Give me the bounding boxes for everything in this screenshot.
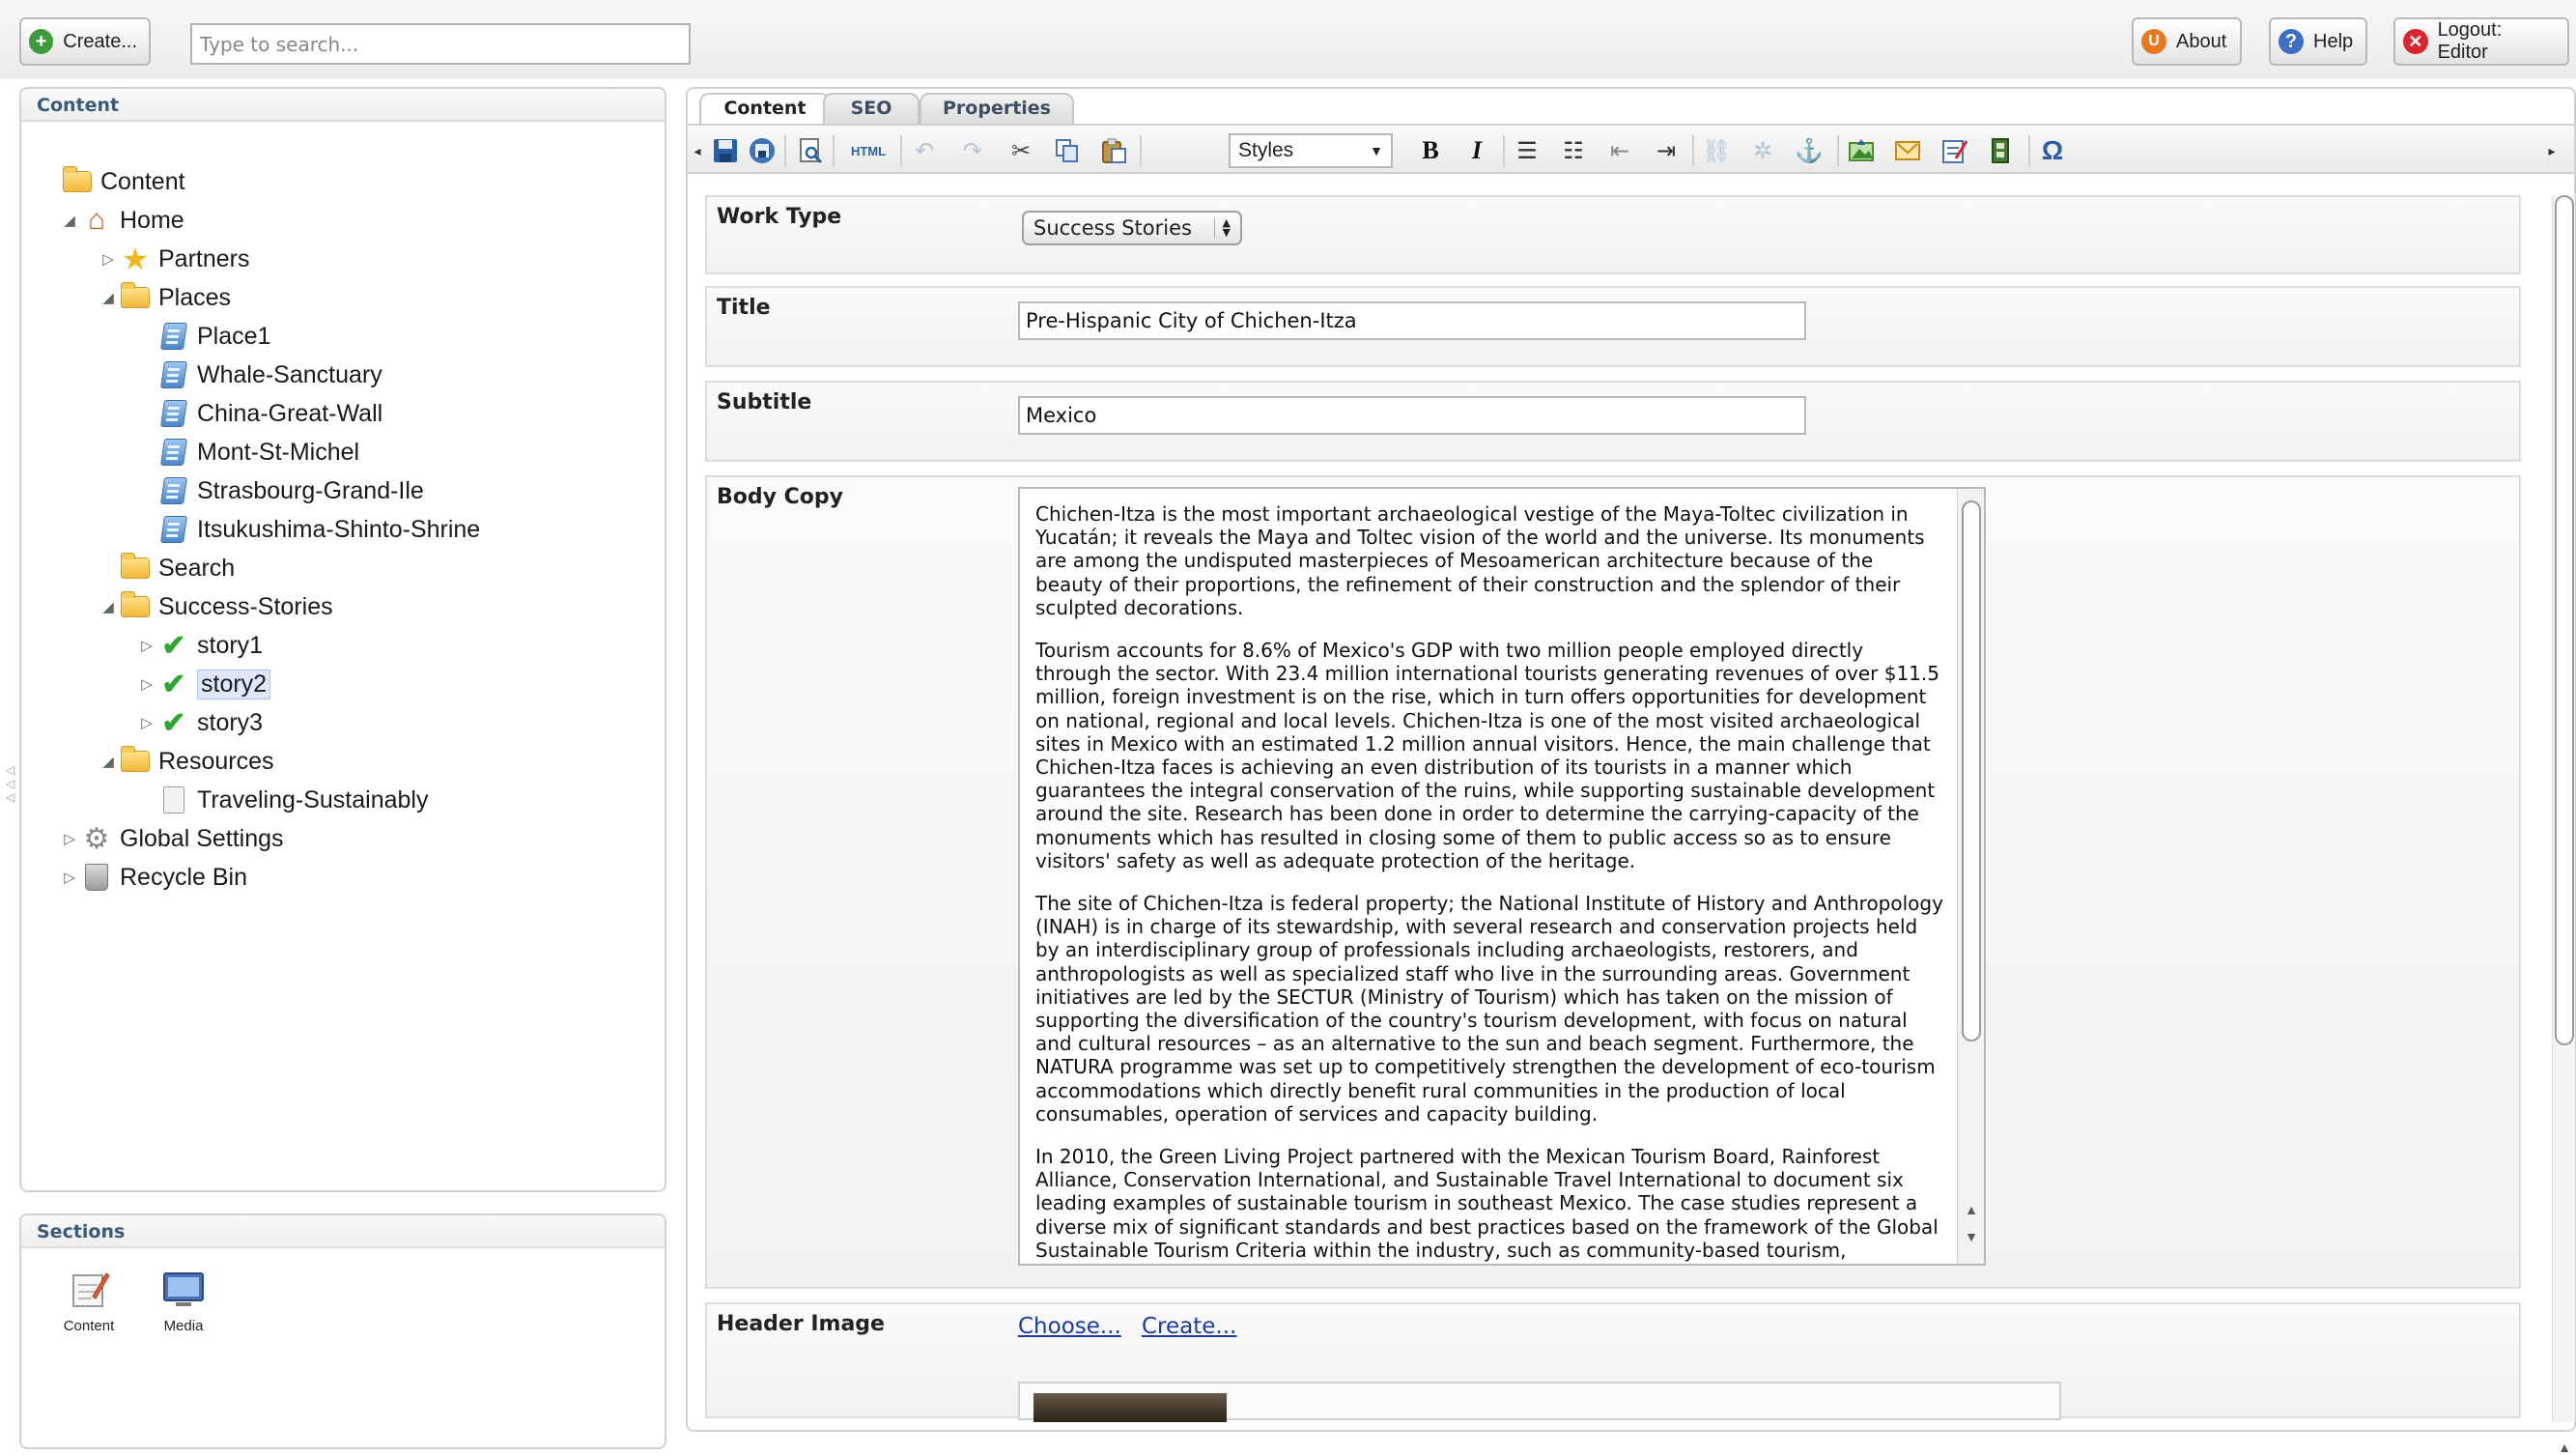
check-icon: ✔ [161,668,186,700]
editor-scrollbar[interactable] [2552,195,2575,1455]
logout-button-label: Logout: Editor [2437,19,2503,63]
collapsed-arrow-icon[interactable]: ▷ [141,676,153,693]
editor-scroll-thumb[interactable] [2555,195,2574,1045]
expanded-arrow-icon[interactable]: ◢ [102,754,114,770]
expanded-arrow-icon[interactable]: ◢ [64,213,75,229]
insert-form-icon[interactable] [1938,134,1970,167]
tree-node-place1[interactable] [156,319,270,354]
tree-node-label: Search [158,554,236,582]
body-paragraph: Chichen-Itza is the most important archaeological vestige of the Maya-Toltec civilization in Yucatán; it reveals the Maya and Toltec vision of the world and the universe. Its monuments are among the undisputed masterpieces of Mesoamerican architecture because of the beauty of their proportions, the refinement of their construction and the splendor of their sculpted decorations. [1035,502,1925,619]
subtitle-label: Subtitle [717,390,812,414]
search-input[interactable] [190,23,691,65]
choose-image-link[interactable]: Choose... [1018,1314,1121,1339]
redo-icon[interactable]: ↷ [962,137,983,164]
sections-panel [19,1213,666,1449]
tree-node-home[interactable] [60,203,184,238]
recycle-bin-icon [79,863,114,892]
panel-splitter-handle[interactable]: ◁ ◁ ◁ [6,763,15,804]
collapsed-arrow-icon[interactable]: ▷ [141,638,153,654]
tree-node-story2[interactable] [137,667,270,701]
tree-node-label: Itsukushima-Shinto-Shrine [197,515,481,543]
tree-node-recycle-bin[interactable] [60,860,247,895]
about-button-label: About [2176,30,2227,52]
check-icon: ✔ [161,629,186,662]
section-content-label: Content [63,1318,115,1334]
styles-dropdown-value: Styles [1238,139,1294,161]
section-media[interactable] [145,1268,222,1334]
field-header-image [705,1302,2521,1418]
help-icon: ? [2279,29,2304,54]
logout-button[interactable] [2393,17,2569,66]
collapsed-arrow-icon[interactable]: ▷ [102,251,114,268]
scroll-down-icon[interactable]: ▼ [1965,1229,1978,1244]
field-title [705,286,2521,367]
field-body-copy [705,475,2521,1289]
tree-node-global-settings[interactable] [60,821,284,856]
unlink-icon[interactable]: ✲ [1752,137,1773,164]
body-copy-editor[interactable] [1018,487,1986,1266]
document-icon [156,322,191,351]
tab-properties[interactable]: Properties [920,93,1074,124]
content-tree-panel [19,87,666,1192]
insert-macro-icon[interactable] [1891,134,1924,167]
tree-node-label: Partners [158,244,250,272]
tree-node-search[interactable] [118,551,235,585]
indent-icon[interactable]: ⇥ [1656,137,1677,164]
document-icon [156,438,191,467]
help-button[interactable] [2269,17,2367,66]
tree-node-label: Places [158,283,232,311]
toolbar-expand-right-icon[interactable]: ▸ [2548,142,2556,158]
section-media-label: Media [163,1318,204,1334]
save-icon[interactable] [709,134,742,167]
tree-node-story1[interactable] [137,628,263,663]
tree-node-label: China-Great-Wall [197,399,383,427]
editor-tabs [688,89,2574,124]
collapsed-arrow-icon[interactable]: ▷ [141,715,153,731]
anchor-icon[interactable]: ⚓ [1795,137,1824,164]
body-paragraph: The site of Chichen-Itza is federal property; the National Institute of History and Anthropology (INAH) is in charge of its stewardship, with several research and conservation projects held by an interdisciplinary group of professionals including archaeologists, restorers, and anthropologists as well as specialized staff who live in the surrounding areas. Government initiatives are led by the SECTUR (Ministry of Tourism) which has taken on the mission of supporting the diversification of the country's tourism development, with focus on natural and cultural resources – as an alternative to the sun and beach segment. Furthermore, the NATURA programme was set up to competitively strengthen the development of eco-tourism accommodations which directly benefit rural communities in the production of local consumables, operation of services and capacity building. [1035,892,1943,1126]
tree-node-success-stories[interactable] [99,589,333,624]
outdent-icon[interactable]: ⇤ [1609,137,1630,164]
expanded-arrow-icon[interactable]: ◢ [102,290,114,306]
subtitle-input[interactable] [1018,396,1806,435]
select-arrows-icon: ▲ ▼ [1214,218,1231,238]
document-icon [156,476,191,505]
umbraco-logo-icon: U [2141,29,2166,54]
document-icon [156,515,191,544]
body-paragraph: In 2010, the Green Living Project partnered with the Mexican Tourism Board, Rainforest Alliance, Conservation International, and Sustainable Travel International to document six leading examples of sustainable tourism in southeast Mexico. The case studies represent a diverse mix of significant standards and best practices based on the framework of the Global Sustainable Tourism Criteria within the industry, such as community-based tourism, [1035,1145,1939,1262]
header-image-thumbnail [1033,1393,1227,1422]
tree-node-label: Home [120,206,184,234]
sections-panel-title: Sections [21,1215,665,1248]
tree-node-places[interactable] [99,280,231,315]
link-icon[interactable]: ⛓ [1701,137,1732,164]
tree-node-content[interactable] [41,164,185,199]
folder-icon [118,592,153,621]
tree-node-itsukushima-shinto-shrine[interactable] [156,512,480,547]
tree-node-whale-sanctuary[interactable] [156,357,382,392]
tree-node-label: story2 [197,670,270,699]
bold-button[interactable]: B [1422,136,1439,164]
tree-node-partners[interactable] [99,242,249,276]
tree-node-label: Global Settings [120,824,284,852]
preview-icon[interactable] [794,134,827,167]
save-and-publish-icon[interactable] [746,134,778,167]
italic-button[interactable]: I [1471,136,1483,164]
scroll-up-icon[interactable]: ▲ [1965,1202,1978,1217]
content-panel-title: Content [21,89,665,122]
folder-icon [118,554,153,583]
body-copy-text[interactable] [1035,502,1943,1281]
tree-node-label: Resources [158,747,274,775]
tree-node-label: Traveling-Sustainably [197,785,429,813]
rich-text-toolbar [688,124,2574,174]
copy-icon[interactable] [1051,134,1084,167]
tree-node-label: story1 [197,631,264,659]
collapsed-arrow-icon[interactable]: ▷ [64,831,75,847]
tree-node-label: story3 [197,708,264,736]
scroll-up-icon[interactable]: ▲ [2558,1440,2571,1455]
collapsed-arrow-icon[interactable]: ▷ [64,870,75,886]
home-icon: ⌂ [87,204,106,236]
body-paragraph: Tourism accounts for 8.6% of Mexico's GDP with two million people employed directly through the sector. With 23.4 million international tourists generating revenues of over $11.5 million, foreign investment is on the rise, which in turn offers opportunities for development on national, regional and local levels. Chichen-Itza is one of the most visited archaeological sites in Mexico with an estimated 1.2 million annual visitors. Hence, the main challenge that Chichen-Itza faces is achieving an even distribution of its tourists in a manner which guarantees the integral conservation of the ruins, while supporting sustainable development around the site. Research has been done in order to determine the carrying-capacity of the monuments which has resulted in closing some of them to public access so as to ensure visitors' safety as well as adequate protection of the heritage. [1035,639,1939,872]
cut-icon[interactable]: ✂ [1010,137,1032,164]
section-content[interactable] [50,1268,127,1334]
tree-node-label: Mont-St-Michel [197,438,360,466]
tree-node-mont-st-michel[interactable] [156,435,359,470]
editor-panel [686,87,2576,1455]
chevron-down-icon: ▼ [1370,143,1383,158]
bullet-list-icon[interactable]: ☰ [1516,137,1538,164]
field-work-type [705,195,2521,274]
styles-dropdown[interactable] [1229,133,1393,168]
star-icon: ★ [121,242,150,276]
body-copy-label: Body Copy [717,485,843,509]
tree-node-label: Content [100,167,185,195]
tab-content[interactable]: Content [699,93,831,126]
media-section-icon [162,1268,205,1310]
gear-icon: ⚙ [83,822,110,855]
tree-node-story3[interactable] [137,705,263,740]
help-button-label: Help [2313,30,2354,52]
work-type-label: Work Type [717,205,842,229]
insert-image-icon[interactable] [1845,134,1878,167]
tree-node-traveling-sustainably[interactable] [156,783,428,817]
work-type-value: Success Stories [1033,216,1192,240]
page-icon [156,785,191,814]
tree-node-resources[interactable] [99,744,274,779]
numbered-list-icon[interactable]: ☷ [1563,137,1584,164]
create-image-link[interactable]: Create... [1142,1314,1237,1339]
content-section-icon [68,1268,110,1310]
paste-icon[interactable] [1097,134,1130,167]
plus-icon: + [29,29,53,54]
folder-icon [118,747,153,776]
title-label: Title [717,296,771,320]
work-type-select[interactable] [1022,211,1242,245]
document-icon [156,399,191,428]
create-button[interactable] [19,17,151,66]
tree-node-label: Success-Stories [158,592,333,620]
top-bar [0,0,2576,79]
tree-node-label: Whale-Sanctuary [197,360,382,388]
folder-icon [118,283,153,312]
close-icon: ✕ [2403,29,2428,54]
tab-seo[interactable]: SEO [823,93,920,124]
tree-node-china-great-wall[interactable] [156,396,382,431]
tree-node-label: Strasbourg-Grand-Ile [197,476,424,504]
expanded-arrow-icon[interactable]: ◢ [102,599,114,615]
insert-media-icon[interactable] [1984,134,2017,167]
body-copy-scroll-thumb[interactable] [1962,500,1981,1041]
undo-icon[interactable]: ↶ [914,137,935,164]
create-button-label: Create... [63,30,137,52]
html-source-button[interactable]: HTML [850,143,887,158]
image-preview-box [1018,1382,2061,1420]
header-image-label: Header Image [717,1312,885,1336]
toolbar-collapse-left-icon[interactable]: ◂ [694,142,701,158]
check-icon: ✔ [161,706,186,739]
document-icon [156,360,191,389]
about-button[interactable] [2132,17,2242,66]
folder-icon [60,167,95,196]
tree-node-label: Place1 [197,322,271,350]
special-character-button[interactable]: Ω [2041,135,2064,165]
body-copy-scrollbar[interactable] [1957,489,1984,1264]
tree-node-label: Recycle Bin [120,863,247,891]
tree-node-strasbourg-grand-ile[interactable] [156,473,424,508]
title-input[interactable] [1018,301,1806,340]
field-subtitle [705,381,2521,462]
